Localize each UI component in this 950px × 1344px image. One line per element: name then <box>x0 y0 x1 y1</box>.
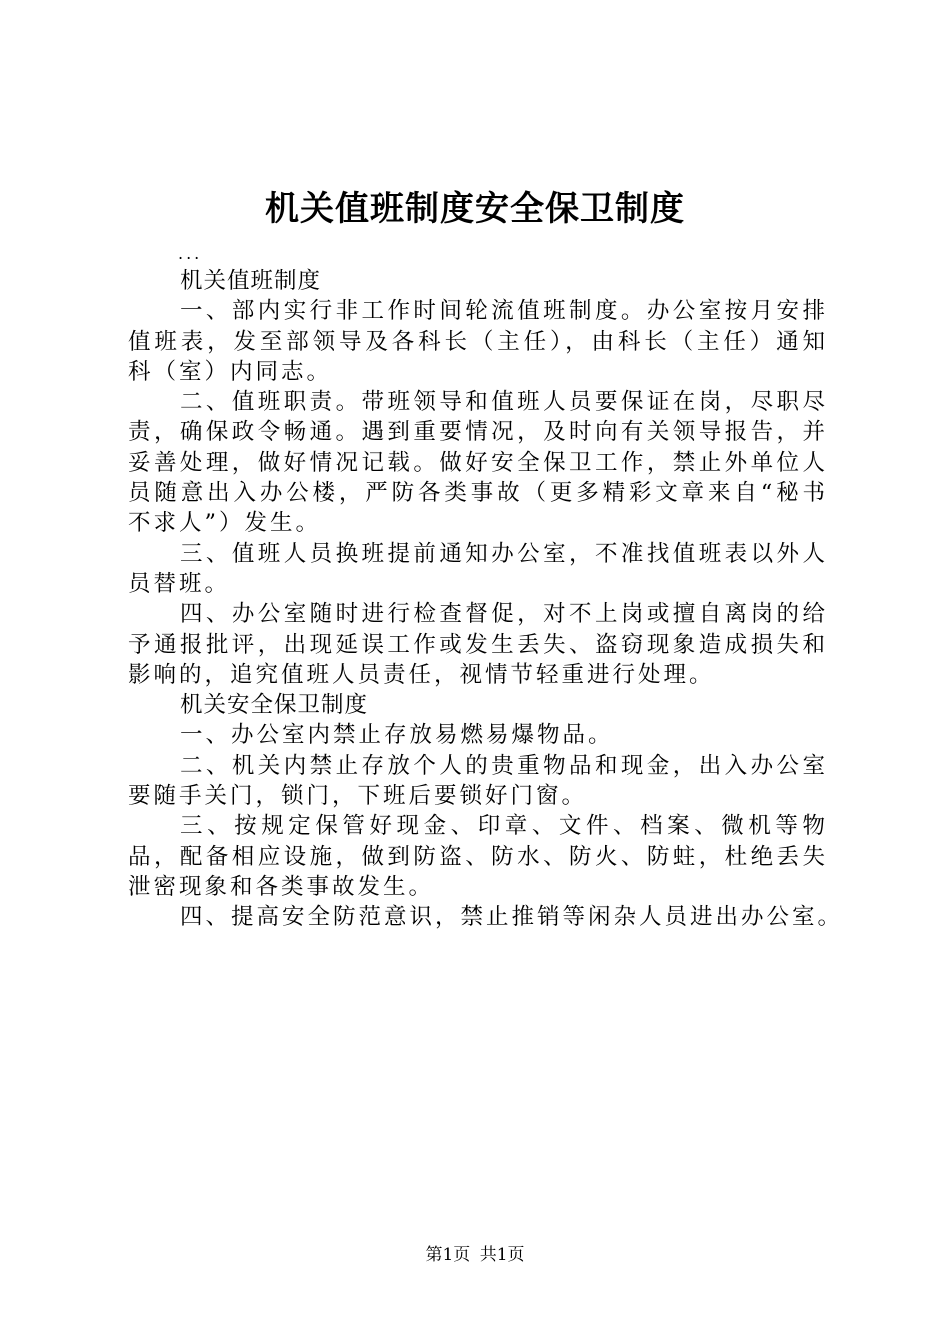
paragraph-security-4: 四、提高安全防范意识，禁止推销等闲杂人员进出办公室。 <box>180 904 844 931</box>
page-footer: 第1页 共1页 <box>425 1245 525 1265</box>
paragraph-duty-2: 二、值班职责。带班领导和值班人员要保证在岗，尽职尽责，确保政令畅通。遇到重要情况，及时向有关领导报告，并妥善处理，做好情况记载。做好安全保卫工作，禁止外单位人员随意出入办公楼，严防各类事故（更多精彩文章来自“秘书不求人”）发生。 <box>128 389 828 537</box>
ellipsis-marker: ... <box>178 244 203 263</box>
paragraph-duty-3: 三、值班人员换班提前通知办公室，不准找值班表以外人员替班。 <box>128 540 828 597</box>
section-heading-duty: 机关值班制度 <box>180 268 322 294</box>
paragraph-security-3: 三、按规定保管好现金、印章、文件、档案、微机等物品，配备相应设施，做到防盗、防水、防火、防蛀，杜绝丢失泄密现象和各类事故发生。 <box>128 813 828 900</box>
document-body <box>128 266 844 933</box>
paragraph-security-2: 二、机关内禁止存放个人的贵重物品和现金，出入办公室要随手关门，锁门，下班后要锁好门窗。 <box>128 752 828 810</box>
section-heading-security: 机关安全保卫制度 <box>180 692 369 719</box>
paragraph-duty-1: 一、部内实行非工作时间轮流值班制度。办公室按月安排值班表，发至部领导及各科长（主任），由科长（主任）通知科（室）内同志。 <box>128 298 828 385</box>
paragraph-security-1: 一、办公室内禁止存放易燃易爆物品。 <box>180 722 614 749</box>
page-title: 机关值班制度安全保卫制度 <box>265 189 685 229</box>
paragraph-duty-4: 四、办公室随时进行检查督促，对不上岗或擅自离岗的给予通报批评，出现延误工作或发生丢失、盗窃现象造成损失和影响的，追究值班人员责任，视情节轻重进行处理。 <box>128 601 828 688</box>
